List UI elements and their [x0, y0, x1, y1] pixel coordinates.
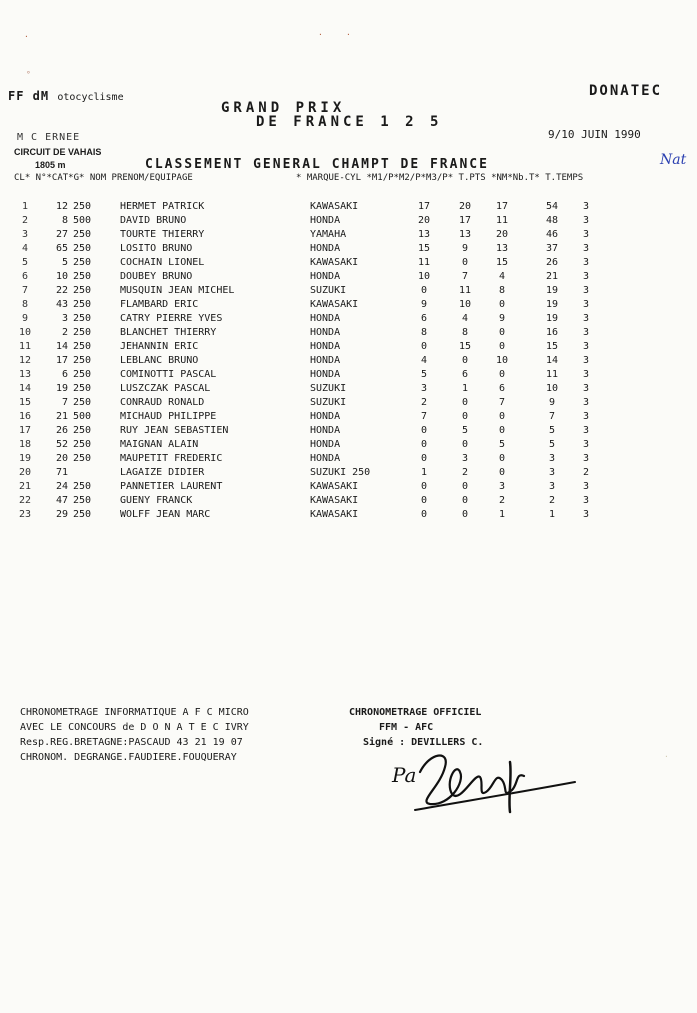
result-pos: 10	[18, 327, 32, 338]
result-pos: 12	[18, 355, 32, 366]
result-cat: 250	[73, 229, 92, 240]
result-num: 29	[55, 509, 68, 520]
result-m3: 5	[498, 439, 506, 450]
result-name: MAUPETIT FREDERIC	[120, 453, 223, 464]
result-m2: 1	[461, 383, 469, 394]
result-m3: 11	[495, 215, 509, 226]
result-name: GUENY FRANCK	[120, 495, 193, 506]
result-pos: 7	[21, 285, 29, 296]
result-pts: 2	[548, 495, 556, 506]
result-pts: 3	[548, 453, 556, 464]
result-m1: 13	[417, 229, 431, 240]
result-m3: 4	[498, 271, 506, 282]
result-name: MAIGNAN ALAIN	[120, 439, 199, 450]
column-headers-right: * MARQUE-CYL *M1/P*M2/P*M3/P* T.PTS *NM*Nb.T* T.TEMPS	[296, 173, 584, 183]
result-brand: SUZUKI	[310, 383, 347, 394]
result-num: 20	[55, 453, 68, 464]
result-m3: 20	[495, 229, 509, 240]
result-num: 5	[61, 257, 68, 268]
result-m1: 2	[420, 397, 428, 408]
result-m1: 1	[420, 467, 428, 478]
result-brand: YAMAHA	[310, 229, 347, 240]
result-nb: 3	[582, 495, 590, 506]
circuit-name: CIRCUIT DE VAHAIS	[14, 147, 102, 157]
result-pos: 23	[18, 509, 32, 520]
result-pos: 15	[18, 397, 32, 408]
result-num: 19	[55, 383, 68, 394]
result-pts: 11	[545, 369, 559, 380]
result-num: 24	[55, 481, 68, 492]
result-pos: 17	[18, 425, 32, 436]
result-m2: 0	[461, 355, 469, 366]
paper-speck: ·	[24, 32, 29, 41]
result-nb: 2	[582, 467, 590, 478]
result-pos: 14	[18, 383, 32, 394]
result-cat: 500	[73, 215, 92, 226]
result-pos: 21	[18, 481, 32, 492]
result-name: MICHAUD PHILIPPE	[120, 411, 217, 422]
sponsor-name: DONATEC	[589, 83, 663, 99]
result-brand: KAWASAKI	[310, 481, 359, 492]
result-m2: 0	[461, 439, 469, 450]
result-num: 22	[55, 285, 68, 296]
title-line-2: DE FRANCE 1 2 5	[256, 114, 443, 130]
result-cat: 250	[73, 201, 92, 212]
result-m3: 1	[498, 509, 506, 520]
result-brand: SUZUKI	[310, 397, 347, 408]
result-brand: HONDA	[310, 271, 341, 282]
paper-speck: ·	[664, 752, 669, 761]
result-m2: 15	[458, 341, 472, 352]
result-m1: 10	[417, 271, 431, 282]
result-brand: HONDA	[310, 341, 341, 352]
result-m1: 6	[420, 313, 428, 324]
result-name: PANNETIER LAURENT	[120, 481, 223, 492]
result-m1: 0	[420, 425, 428, 436]
result-num: 26	[55, 425, 68, 436]
result-pts: 37	[545, 243, 559, 254]
result-brand: HONDA	[310, 327, 341, 338]
result-m1: 17	[417, 201, 431, 212]
result-nb: 3	[582, 425, 590, 436]
result-num: 65	[55, 243, 68, 254]
result-num: 21	[55, 411, 68, 422]
ffm-prefix: FF dM	[8, 89, 50, 103]
result-num: 17	[55, 355, 68, 366]
result-pts: 16	[545, 327, 559, 338]
result-num: 2	[61, 327, 68, 338]
result-cat: 250	[73, 453, 92, 464]
club-name: M C ERNEE	[17, 132, 81, 143]
result-nb: 3	[582, 369, 590, 380]
result-brand: SUZUKI	[310, 285, 347, 296]
result-nb: 3	[582, 453, 590, 464]
result-m3: 0	[498, 453, 506, 464]
result-pos: 18	[18, 439, 32, 450]
column-headers	[14, 173, 584, 183]
result-pos: 22	[18, 495, 32, 506]
result-name: DOUBEY BRUNO	[120, 271, 193, 282]
result-pts: 21	[545, 271, 559, 282]
signature-underline	[415, 782, 575, 810]
title-line-1: GRAND PRIX	[221, 100, 346, 116]
result-m2: 4	[461, 313, 469, 324]
result-m3: 17	[495, 201, 509, 212]
result-brand: KAWASAKI	[310, 201, 359, 212]
result-nb: 3	[582, 327, 590, 338]
result-pos: 16	[18, 411, 32, 422]
result-m2: 0	[461, 495, 469, 506]
result-m2: 3	[461, 453, 469, 464]
result-m2: 0	[461, 481, 469, 492]
result-m2: 10	[458, 299, 472, 310]
result-num: 3	[61, 313, 68, 324]
result-name: MUSQUIN JEAN MICHEL	[120, 285, 235, 296]
result-pos: 20	[18, 467, 32, 478]
result-m1: 0	[420, 285, 428, 296]
result-m3: 0	[498, 327, 506, 338]
result-m2: 5	[461, 425, 469, 436]
result-num: 27	[55, 229, 68, 240]
result-num: 43	[55, 299, 68, 310]
result-pts: 46	[545, 229, 559, 240]
ffm-heading	[8, 89, 124, 103]
result-m3: 2	[498, 495, 506, 506]
result-name: DAVID BRUNO	[120, 215, 187, 226]
result-pts: 26	[545, 257, 559, 268]
result-m2: 0	[461, 411, 469, 422]
result-cat: 250	[73, 425, 92, 436]
result-num: 10	[55, 271, 68, 282]
result-nb: 3	[582, 397, 590, 408]
result-cat: 250	[73, 481, 92, 492]
result-m1: 15	[417, 243, 431, 254]
result-nb: 3	[582, 229, 590, 240]
result-cat: 250	[73, 369, 92, 380]
result-pts: 19	[545, 313, 559, 324]
result-name: BLANCHET THIERRY	[120, 327, 217, 338]
result-pts: 9	[548, 397, 556, 408]
result-m1: 0	[420, 439, 428, 450]
result-nb: 3	[582, 299, 590, 310]
result-m1: 0	[420, 453, 428, 464]
result-num: 47	[55, 495, 68, 506]
result-nb: 3	[582, 201, 590, 212]
result-m1: 20	[417, 215, 431, 226]
result-nb: 3	[582, 355, 590, 366]
circuit-distance: 1805 m	[35, 160, 66, 170]
result-name: HERMET PATRICK	[120, 201, 205, 212]
signature-initials: Pa	[392, 763, 417, 787]
result-brand: HONDA	[310, 439, 341, 450]
result-m3: 0	[498, 299, 506, 310]
result-m1: 0	[420, 341, 428, 352]
result-m3: 7	[498, 397, 506, 408]
result-m3: 0	[498, 341, 506, 352]
paper-speck: ·	[318, 30, 323, 39]
result-nb: 3	[582, 411, 590, 422]
result-m3: 6	[498, 383, 506, 394]
result-m3: 3	[498, 481, 506, 492]
result-pos: 19	[18, 453, 32, 464]
result-pts: 19	[545, 285, 559, 296]
result-m3: 9	[498, 313, 506, 324]
result-pos: 9	[21, 313, 29, 324]
result-name: TOURTE THIERRY	[120, 229, 205, 240]
result-brand: SUZUKI 250	[310, 467, 371, 478]
result-m3: 13	[495, 243, 509, 254]
result-pos: 8	[21, 299, 29, 310]
result-m3: 0	[498, 425, 506, 436]
result-m3: 8	[498, 285, 506, 296]
result-nb: 3	[582, 481, 590, 492]
result-cat: 250	[73, 509, 92, 520]
result-pts: 14	[545, 355, 559, 366]
result-m3: 10	[495, 355, 509, 366]
result-m3: 15	[495, 257, 509, 268]
result-cat: 250	[73, 439, 92, 450]
footer-left-line-4: CHRONOM. DEGRANGE.FAUDIERE.FOUQUERAY	[20, 752, 237, 763]
signature-graphic	[390, 742, 580, 822]
result-brand: HONDA	[310, 243, 341, 254]
result-name: FLAMBARD ERIC	[120, 299, 199, 310]
result-brand: KAWASAKI	[310, 509, 359, 520]
result-m2: 8	[461, 327, 469, 338]
handwritten-note: Nat	[660, 152, 687, 168]
result-name: LOSITO BRUNO	[120, 243, 193, 254]
result-nb: 3	[582, 509, 590, 520]
result-cat: 250	[73, 355, 92, 366]
result-m2: 6	[461, 369, 469, 380]
result-name: WOLFF JEAN MARC	[120, 509, 211, 520]
result-num: 12	[55, 201, 68, 212]
result-pos: 5	[21, 257, 29, 268]
result-name: LAGAIZE DIDIER	[120, 467, 205, 478]
result-pts: 1	[548, 509, 556, 520]
result-nb: 3	[582, 383, 590, 394]
footer-left-line-2: AVEC LE CONCOURS de D O N A T E C IVRY	[20, 722, 249, 733]
result-cat: 250	[73, 271, 92, 282]
result-nb: 3	[582, 341, 590, 352]
result-num: 6	[61, 369, 68, 380]
result-m1: 3	[420, 383, 428, 394]
result-num: 71	[55, 467, 68, 478]
result-brand: KAWASAKI	[310, 495, 359, 506]
result-pos: 3	[21, 229, 29, 240]
result-m2: 0	[461, 397, 469, 408]
result-nb: 3	[582, 257, 590, 268]
result-m3: 0	[498, 411, 506, 422]
result-m2: 11	[458, 285, 472, 296]
result-m2: 2	[461, 467, 469, 478]
result-name: JEHANNIN ERIC	[120, 341, 199, 352]
result-num: 7	[61, 397, 68, 408]
result-name: LUSZCZAK PASCAL	[120, 383, 211, 394]
result-m1: 0	[420, 509, 428, 520]
footer-left-line-3: Resp.REG.BRETAGNE:PASCAUD 43 21 19 07	[20, 737, 243, 748]
result-brand: KAWASAKI	[310, 299, 359, 310]
result-m1: 9	[420, 299, 428, 310]
result-nb: 3	[582, 271, 590, 282]
result-m1: 5	[420, 369, 428, 380]
column-headers-left: CL* N°*CAT*G* NOM PRENOM/EQUIPAGE	[14, 173, 193, 183]
result-nb: 3	[582, 243, 590, 254]
result-num: 14	[55, 341, 68, 352]
result-num: 8	[61, 215, 68, 226]
result-cat: 500	[73, 411, 92, 422]
result-cat: 250	[73, 397, 92, 408]
result-brand: HONDA	[310, 411, 341, 422]
result-pos: 6	[21, 271, 29, 282]
result-pts: 54	[545, 201, 559, 212]
result-pts: 7	[548, 411, 556, 422]
event-date: 9/10 JUIN 1990	[548, 128, 641, 141]
footer-right-line-1: CHRONOMETRAGE OFFICIEL	[349, 707, 482, 718]
result-m2: 9	[461, 243, 469, 254]
classification-title: CLASSEMENT GENERAL CHAMPT DE FRANCE	[145, 157, 489, 172]
result-name: CATRY PIERRE YVES	[120, 313, 223, 324]
result-nb: 3	[582, 313, 590, 324]
result-m1: 11	[417, 257, 431, 268]
result-nb: 3	[582, 439, 590, 450]
result-m2: 0	[461, 257, 469, 268]
result-m2: 0	[461, 509, 469, 520]
result-pos: 2	[21, 215, 29, 226]
result-nb: 3	[582, 285, 590, 296]
footer-right-line-3: Signé : DEVILLERS C.	[363, 737, 484, 748]
result-pos: 11	[18, 341, 32, 352]
result-m1: 4	[420, 355, 428, 366]
result-brand: HONDA	[310, 355, 341, 366]
result-m1: 0	[420, 481, 428, 492]
result-m2: 17	[458, 215, 472, 226]
result-m3: 0	[498, 467, 506, 478]
result-nb: 3	[582, 215, 590, 226]
result-pts: 3	[548, 467, 556, 478]
result-num: 52	[55, 439, 68, 450]
result-brand: HONDA	[310, 369, 341, 380]
result-name: COMINOTTI PASCAL	[120, 369, 217, 380]
result-cat: 250	[73, 313, 92, 324]
ffm-suffix: otocyclisme	[57, 92, 124, 103]
result-m1: 0	[420, 495, 428, 506]
result-cat: 250	[73, 257, 92, 268]
footer-right-line-2: FFM - AFC	[379, 722, 434, 733]
result-name: COCHAIN LIONEL	[120, 257, 205, 268]
result-brand: HONDA	[310, 425, 341, 436]
result-brand: HONDA	[310, 453, 341, 464]
signature-stroke	[509, 762, 510, 812]
result-brand: HONDA	[310, 215, 341, 226]
result-name: CONRAUD RONALD	[120, 397, 205, 408]
result-pts: 48	[545, 215, 559, 226]
result-pos: 4	[21, 243, 29, 254]
footer-left	[20, 705, 249, 765]
paper-speck: °	[26, 70, 31, 79]
result-pts: 5	[548, 425, 556, 436]
result-brand: KAWASAKI	[310, 257, 359, 268]
result-cat: 250	[73, 495, 92, 506]
result-cat: 250	[73, 285, 92, 296]
result-cat: 250	[73, 327, 92, 338]
result-m2: 20	[458, 201, 472, 212]
result-cat: 250	[73, 299, 92, 310]
result-m1: 7	[420, 411, 428, 422]
result-m2: 13	[458, 229, 472, 240]
result-pos: 13	[18, 369, 32, 380]
result-name: RUY JEAN SEBASTIEN	[120, 425, 229, 436]
result-m2: 7	[461, 271, 469, 282]
result-cat: 250	[73, 341, 92, 352]
result-pts: 3	[548, 481, 556, 492]
result-m3: 0	[498, 369, 506, 380]
paper-speck: ·	[346, 30, 351, 39]
result-pos: 1	[21, 201, 29, 212]
result-name: LEBLANC BRUNO	[120, 355, 199, 366]
result-pts: 5	[548, 439, 556, 450]
result-pts: 19	[545, 299, 559, 310]
result-brand: HONDA	[310, 313, 341, 324]
result-pts: 15	[545, 341, 559, 352]
result-cat: 250	[73, 383, 92, 394]
result-pts: 10	[545, 383, 559, 394]
result-m1: 8	[420, 327, 428, 338]
result-cat: 250	[73, 243, 92, 254]
footer-left-line-1: CHRONOMETRAGE INFORMATIQUE A F C MICRO	[20, 707, 249, 718]
